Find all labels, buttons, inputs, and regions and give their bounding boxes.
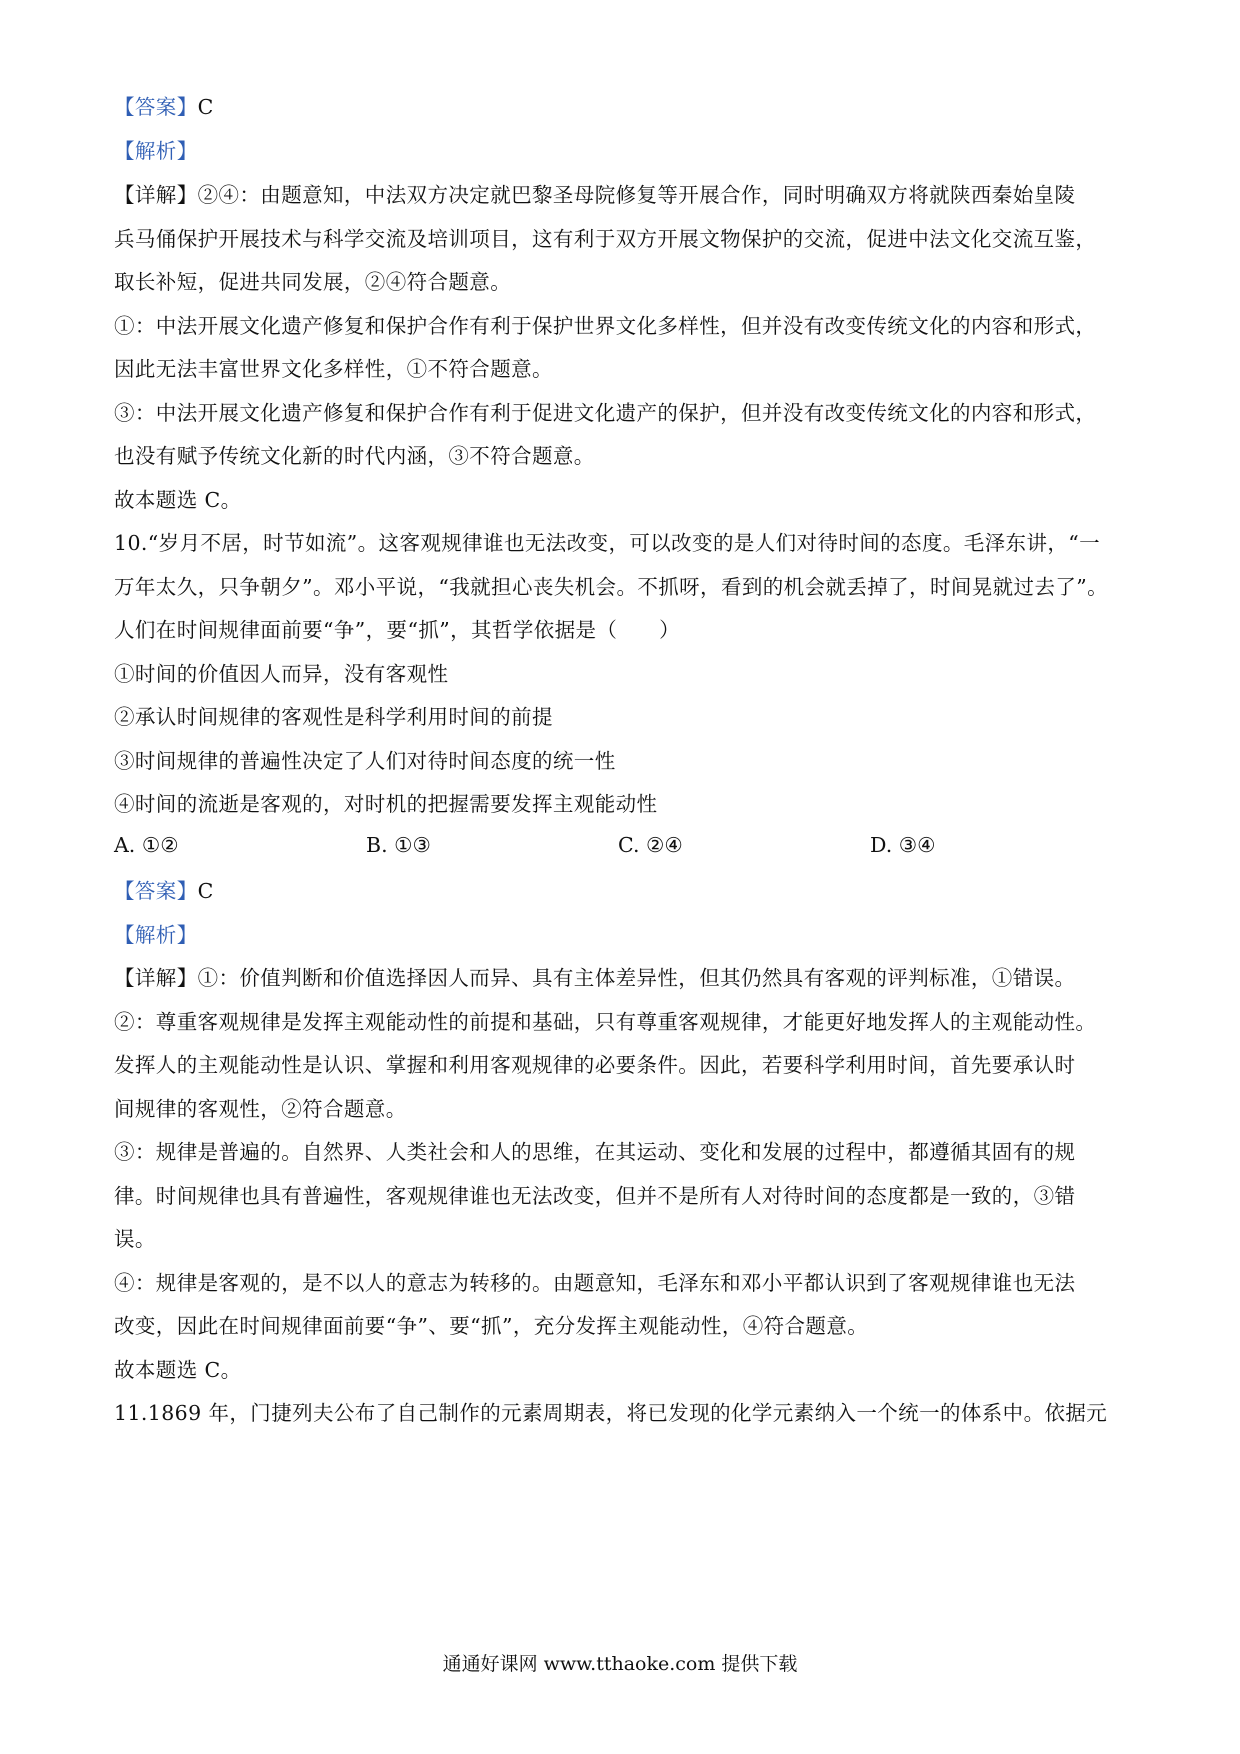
option-b: B. ①③ [366, 833, 431, 857]
statement-item: ③时间规律的普遍性决定了人们对待时间态度的统一性 [114, 749, 616, 773]
paragraph-line: ③：中法开展文化遗产修复和保护合作有利于促进文化遗产的保护，但并没有改变传统文化的内容和形式， [114, 401, 1097, 425]
paragraph-line: ②：尊重客观规律是发挥主观能动性的前提和基础，只有尊重客观规律，才能更好地发挥人的主观能动性。 [114, 1010, 1097, 1034]
paragraph-line: 改变，因此在时间规律面前要“争”、要“抓”，充分发挥主观能动性，④符合题意。 [114, 1314, 869, 1338]
analysis-tag: 【解析】 [114, 923, 198, 947]
paragraph-line: ④：规律是客观的，是不以人的意志为转移的。由题意知，毛泽东和邓小平都认识到了客观规律谁也无法 [114, 1271, 1076, 1295]
detail-line [114, 963, 1134, 993]
paragraph-line: 兵马俑保护开展技术与科学交流及培训项目，这有利于双方开展文物保护的交流，促进中法文化交流互鉴， [114, 227, 1097, 251]
paragraph-line: 间规律的客观性，②符合题意。 [114, 1097, 407, 1121]
answer-line [114, 92, 1134, 122]
paragraph-line: 误。 [114, 1227, 156, 1251]
options-row [114, 833, 1134, 863]
detail-line [114, 180, 1134, 210]
paragraph-line: 律。时间规律也具有普遍性，客观规律谁也无法改变，但并不是所有人对待时间的态度都是一致的，③错 [114, 1184, 1076, 1208]
paragraph-line: 发挥人的主观能动性是认识、掌握和利用客观规律的必要条件。因此，若要科学利用时间，首先要承认时 [114, 1053, 1076, 1077]
detail-tag: 【详解】 [114, 183, 198, 207]
question-line: 万年太久，只争朝夕”。邓小平说，“我就担心丧失机会。不抓呀，看到的机会就丢掉了，时间晃就过去了”。 [114, 575, 1109, 599]
paragraph-line: ①：中法开展文化遗产修复和保护合作有利于保护世界文化多样性，但并没有改变传统文化的内容和形式， [114, 314, 1097, 338]
answer-value: C [197, 879, 214, 903]
option-d: D. ③④ [870, 833, 936, 857]
conclusion-line: 故本题选 C。 [114, 488, 242, 512]
paragraph-line: ③：规律是普遍的。自然界、人类社会和人的思维，在其运动、变化和发展的过程中，都遵循其固有的规 [114, 1140, 1076, 1164]
question-line: 11.1869 年，门捷列夫公布了自己制作的元素周期表，将已发现的化学元素纳入一个统一的体系中。依据元 [114, 1401, 1108, 1425]
detail-tag: 【详解】 [114, 966, 198, 990]
analysis-tag: 【解析】 [114, 139, 198, 163]
detail-text: ①：价值判断和价值选择因人而异、具有主体差异性，但其仍然具有客观的评判标准，①错误。 [197, 966, 1076, 990]
option-a: A. ①② [114, 833, 179, 857]
paragraph-line: 也没有赋予传统文化新的时代内涵，③不符合题意。 [114, 444, 595, 468]
paragraph-line: 因此无法丰富世界文化多样性，①不符合题意。 [114, 357, 553, 381]
answer-value: C [197, 95, 214, 119]
paragraph-line: 取长补短，促进共同发展，②④符合题意。 [114, 270, 512, 294]
question-line: 人们在时间规律面前要“争”，要“抓”，其哲学依据是（ ） [114, 618, 681, 642]
conclusion-line: 故本题选 C。 [114, 1358, 242, 1382]
option-c: C. ②④ [618, 833, 683, 857]
answer-tag: 【答案】 [114, 879, 198, 903]
answer-tag: 【答案】 [114, 95, 198, 119]
answer-line [114, 876, 1134, 906]
detail-text: ②④：由题意知，中法双方决定就巴黎圣母院修复等开展合作，同时明确双方将就陕西秦始皇陵 [197, 183, 1076, 207]
question-line: 10.“岁月不居，时节如流”。这客观规律谁也无法改变，可以改变的是人们对待时间的态度。毛泽东讲，“一 [114, 531, 1101, 555]
statement-item: ④时间的流逝是客观的，对时机的把握需要发挥主观能动性 [114, 792, 658, 816]
statement-item: ②承认时间规律的客观性是科学利用时间的前提 [114, 705, 553, 729]
statement-item: ①时间的价值因人而异，没有客观性 [114, 662, 449, 686]
footer-text: 通通好课网 www.tthaoke.com 提供下载 [442, 1653, 798, 1675]
